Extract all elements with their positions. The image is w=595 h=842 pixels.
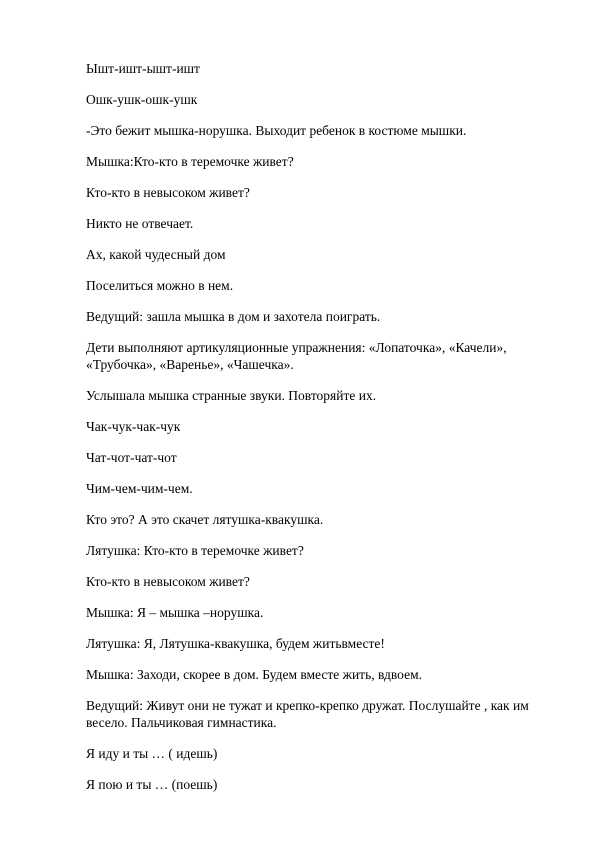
paragraph: Чак-чук-чак-чук — [86, 419, 181, 434]
document-body — [86, 60, 556, 807]
paragraph: Кто-кто в невысоком живет? — [86, 574, 250, 589]
paragraph: -Это бежит мышка-норушка. Выходит ребенок в костюме мышки. — [86, 123, 467, 138]
paragraph: Мышка: Заходи, скорее в дом. Будем вместе жить, вдвоем. — [86, 667, 423, 682]
paragraph: Ведущий: Живут они не тужат и крепко-крепко дружат. Послушайте , как им весело. Пальчиковая гимнастика. — [86, 698, 529, 730]
paragraph: Поселиться можно в нем. — [86, 278, 234, 293]
paragraph: Услышала мышка странные звуки. Повторяйте их. — [86, 388, 377, 403]
paragraph: Чат-чот-чат-чот — [86, 450, 177, 465]
paragraph: Кто-кто в невысоком живет? — [86, 185, 250, 200]
paragraph: Лятушка: Я, Лятушка-квакушка, будем житьвместе! — [86, 636, 385, 651]
paragraph: Ведущий: зашла мышка в дом и захотела поиграть. — [86, 309, 381, 324]
paragraph: Чим-чем-чим-чем. — [86, 481, 193, 496]
paragraph: Кто это? А это скачет лятушка-квакушка. — [86, 512, 324, 527]
paragraph: Никто не отвечает. — [86, 216, 194, 231]
paragraph: Ах, какой чудесный дом — [86, 247, 226, 262]
paragraph: Ошк-ушк-ошк-ушк — [86, 92, 198, 107]
paragraph: Мышка:Кто-кто в теремочке живет? — [86, 154, 294, 169]
paragraph: Я иду и ты … ( идешь) — [86, 746, 218, 761]
paragraph: Лятушка: Кто-кто в теремочке живет? — [86, 543, 304, 558]
paragraph: Дети выполняют артикуляционные упражнения: «Лопаточка», «Качели», «Трубочка», «Варенье», «Чашечка». — [86, 340, 507, 372]
paragraph: Я пою и ты … (поешь) — [86, 777, 218, 792]
paragraph: Мышка: Я – мышка –норушка. — [86, 605, 264, 620]
paragraph: Ышт-ишт-ышт-ишт — [86, 61, 200, 76]
